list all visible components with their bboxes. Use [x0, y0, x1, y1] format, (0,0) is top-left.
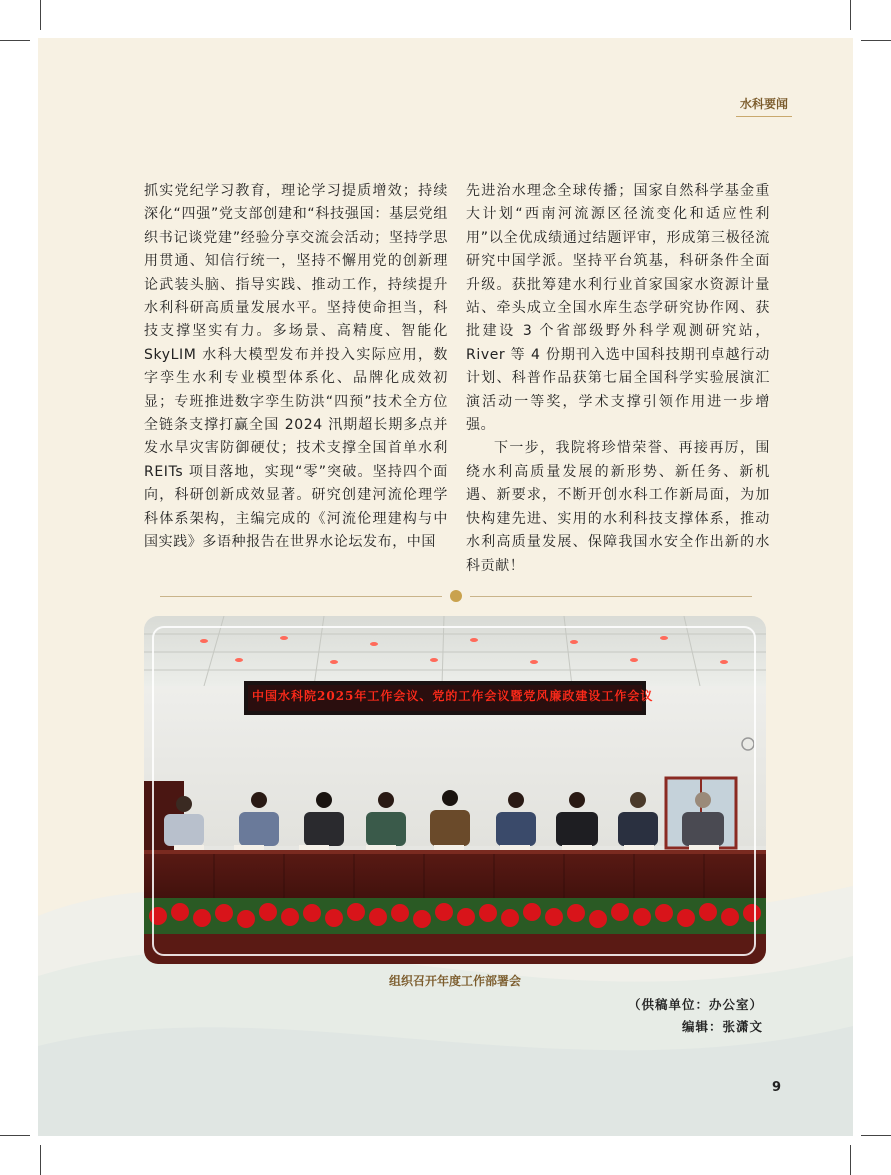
divider-left [160, 596, 442, 597]
right-paragraph-2: 下一步，我院将珍惜荣誉、再接再厉，围绕水利高质量发展的新形势、新任务、新机遇、新要求，不断开创水科工作新局面，为加快构建先进、实用的水利科技支撑体系，推动水利高质量发展、保障我国水安全作出新的水科贡献！ [466, 440, 770, 574]
divider-dot [450, 590, 462, 602]
source-credit: （供稿单位：办公室） [627, 997, 763, 1012]
page-number: 9 [772, 1080, 782, 1095]
editor-credit: 编辑：张潇文 [681, 1019, 763, 1034]
meeting-banner-text: 中国水科院2025年工作会议、党的工作会议暨党风廉政建设工作会议 [252, 689, 654, 703]
section-tag: 水科要闻 [736, 95, 792, 117]
photo-caption: 组织召开年度工作部署会 [388, 974, 521, 988]
divider-right [470, 596, 752, 597]
meeting-photo [144, 616, 766, 964]
right-paragraph-1: 先进治水理念全球传播；国家自然科学基金重大计划“西南河流源区径流变化和适应性利用”以全优成绩通过结题评审，形成第三极径流研究中国学派。坚持平台筑基，科研条件全面升级。获批筹建水利行业首家国家水资源计量站、牵头成立全国水库生态学研究协作网、获批建设 3 个省部级野外科学观测研究站，River 等 4 份期刊入选中国科技期刊卓越行动计划、科普作品获第七届全国科学实验展演汇演活动一等奖，学术支撑引领作用进一步增强。 [466, 183, 770, 434]
left-column-text: 抓实党纪学习教育，理论学习提质增效；持续深化“四强”党支部创建和“科技强国：基层党组织书记谈党建”经验分享交流会活动；坚持学思用贯通、知信行统一，坚持不懈用党的创新理论武装头脑、指导实践、推动工作，持续提升水利科研高质量发展水平。坚持使命担当，科技支撑坚实有力。多场景、高精度、智能化 SkyLIM 水科大模型发布并投入实际应用，数字孪生水利专业模型体系化、品牌化成效初显；专班推进数字孪生防洪“四预”技术全方位全链条支撑打赢全国 2024 汛期超长期多点并发水旱灾害防御硬仗；技术支撑全国首单水利 REITs 项目落地，实现“零”突破。坚持四个面向，科研创新成效显著。研究创建河流伦理学科体系架构，主编完成的《河流伦理建构与中国实践》多语种报告在世界水论坛发布，中国 [144, 183, 448, 551]
article-right-column [466, 180, 770, 578]
article-left-column [144, 180, 448, 555]
